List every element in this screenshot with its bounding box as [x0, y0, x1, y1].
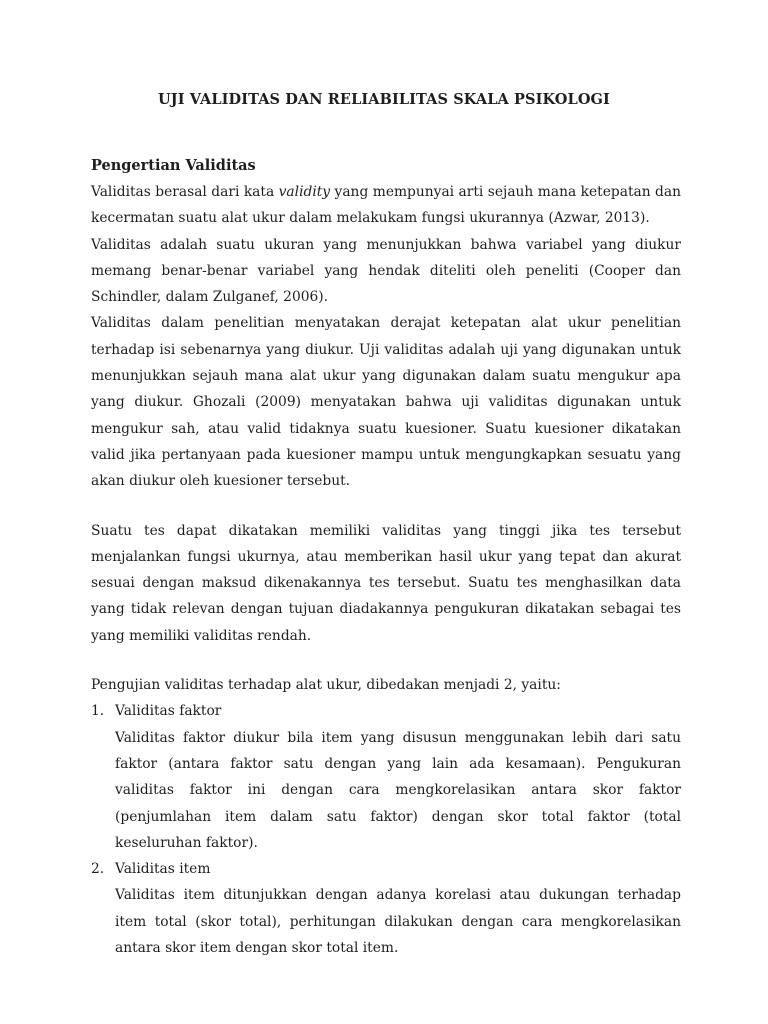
paragraph-validity-research: Validitas dalam penelitian menyatakan derajat ketepatan alat ukur penelitian terhadap isi sebenarnya yang diukur. Uji validitas adalah uji yang digunakan untuk menunjukkan sejauh mana alat ukur yang digunakan dalam suatu mengukur apa yang diukur. Ghozali (2009) menyatakan bahwa uji validitas digunakan untuk mengukur sah, atau valid tidaknya suatu kuesioner. Suatu kuesioner dikatakan valid jika pertanyaan pada kuesioner mampu untuk mengungkapkan sesuatu yang akan diukur oleh kuesioner tersebut. — [91, 315, 681, 490]
list-number: 2. — [91, 861, 105, 878]
section-heading: Pengertian Validitas — [91, 157, 256, 174]
list-item-body: Validitas faktor diukur bila item yang disusun menggunakan lebih dari satu faktor (antara faktor satu dengan yang lain ada kesamaan). Pengukuran validitas faktor ini dengan cara mengkorelasikan antara skor faktor (penjumlahan item dalam satu faktor) dengan skor total faktor (total keseluruhan faktor). — [115, 729, 681, 851]
paragraph-text: Validitas berasal dari kata — [91, 184, 279, 200]
validity-types-list — [91, 698, 681, 961]
document-title: UJI VALIDITAS DAN RELIABILITAS SKALA PSIKOLOGI — [158, 91, 610, 108]
list-item-factor-validity — [91, 698, 681, 856]
list-item-item-validity — [91, 856, 681, 961]
list-item-body: Validitas item ditunjukkan dengan adanya korelasi atau dukungan terhadap item total (skor total), perhitungan dilakukan dengan cara mengkorelasikan antara skor item dengan skor total item. — [115, 887, 681, 957]
paragraph-gap — [91, 649, 681, 672]
italic-term: validity — [278, 184, 331, 200]
paragraph-definition-origin — [91, 179, 681, 232]
list-item-title: Validitas faktor — [115, 703, 222, 720]
paragraph-definition-measure: Validitas adalah suatu ukuran yang menunjukkan bahwa variabel yang diukur memang benar-benar variabel yang hendak diteliti oleh peneliti (Cooper dan Schindler, dalam Zulganef, 2006). — [91, 236, 681, 306]
list-item-title: Validitas item — [115, 861, 211, 878]
paragraph-testing-intro: Pengujian validitas terhadap alat ukur, dibedakan menjadi 2, yaitu: — [91, 677, 561, 694]
document-body — [91, 153, 681, 961]
list-number: 1. — [91, 703, 105, 720]
paragraph-gap — [91, 495, 681, 518]
paragraph-text: yang mempunyai arti sejauh mana ketepatan dan kecermatan suatu alat ukur dalam melakukam fungsi ukurannya (Azwar, 2013). — [91, 184, 681, 227]
paragraph-high-validity: Suatu tes dapat dikatakan memiliki validitas yang tinggi jika tes tersebut menjalankan fungsi ukurnya, atau memberikan hasil ukur yang tepat dan akurat sesuai dengan maksud dikenakannya tes tersebut. Suatu tes menghasilkan data yang tidak relevan dengan tujuan diadakannya pengukuran dikatakan sebagai tes yang memiliki validitas rendah. — [91, 522, 681, 644]
